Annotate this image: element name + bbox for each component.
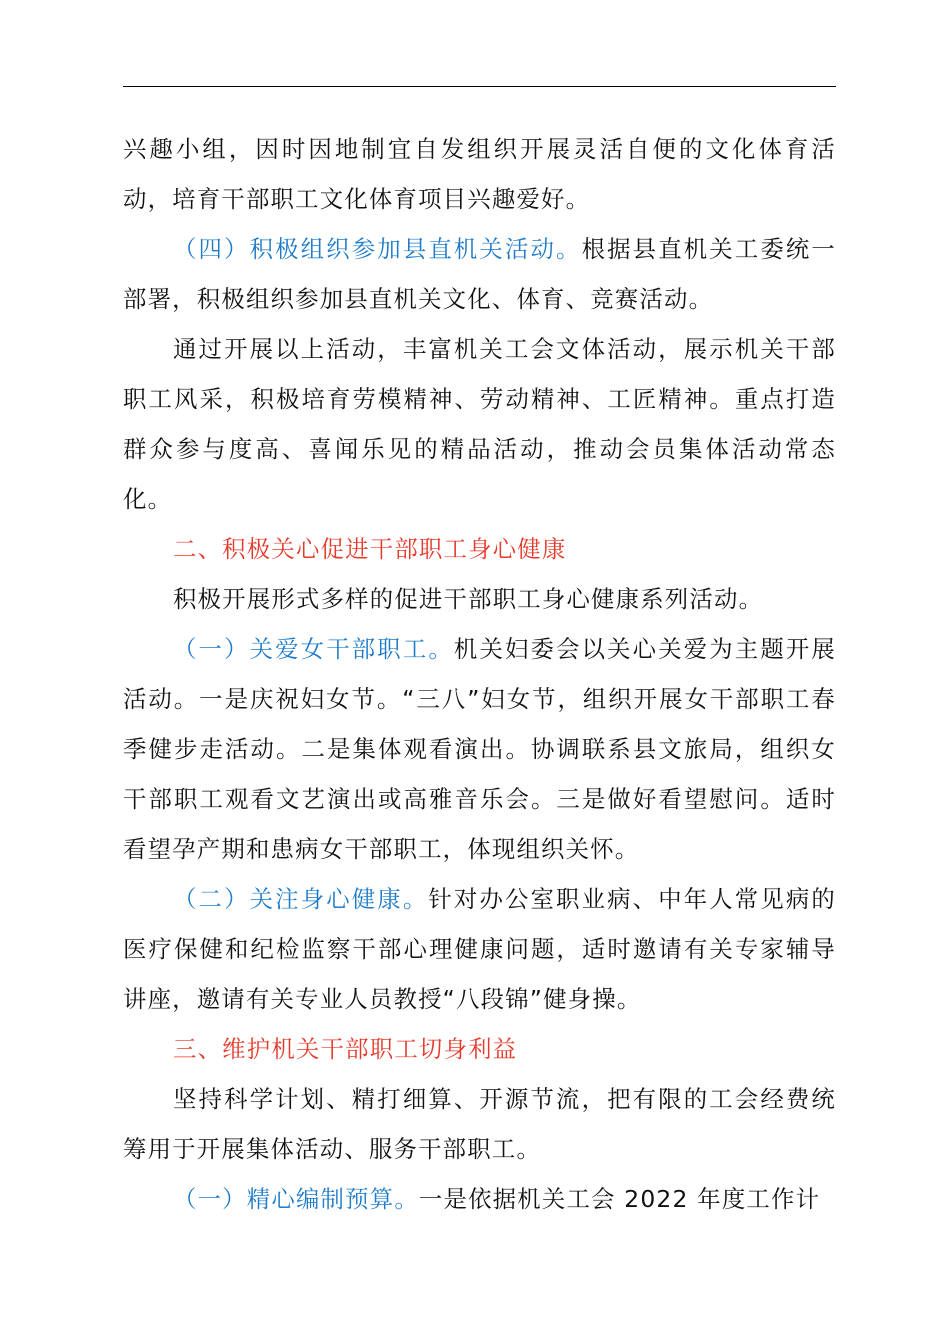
paragraph-item-one	[123, 1174, 836, 1224]
subheading-lead: （一）关爱女干部职工。	[173, 635, 454, 663]
section-heading-3: 三、维护机关干部职工切身利益	[173, 1035, 518, 1063]
paragraph-text: 积极开展形式多样的促进干部职工身心健康系列活动。	[173, 585, 764, 613]
header-rule	[123, 86, 836, 87]
paragraph-text: 通过开展以上活动，丰富机关工会文体活动，展示机关干部职工风采，积极培育劳模精神、劳动精神、工匠精神。重点打造群众参与度高、喜闻乐见的精品活动，推动会员集体活动常态化。	[123, 335, 836, 513]
paragraph-text: 针对办公室职业病、中年人常见病的医疗保健和纪检监察干部心理健康问题，适时邀请有关专家辅导讲座，邀请有关专业人员教授“八段锦”健身操。	[123, 885, 837, 1013]
subheading-lead: （二）关注身心健康。	[173, 885, 429, 913]
paragraph-item-four	[123, 224, 836, 324]
paragraph-text: 坚持科学计划、精打细算、开源节流，把有限的工会经费统筹用于开展集体活动、服务干部职工。	[123, 1085, 836, 1163]
paragraph-item-two	[123, 874, 836, 1024]
paragraph-item-one	[123, 624, 836, 874]
subheading-lead: （四）积极组织参加县直机关活动。	[173, 235, 582, 263]
paragraph-continuation	[123, 124, 836, 224]
document-body	[123, 124, 836, 1224]
paragraph-text: 机关妇委会以关心关爱为主题开展活动。一是庆祝妇女节。“三八”妇女节，组织开展女干部职工春季健步走活动。二是集体观看演出。协调联系县文旅局，组织女干部职工观看文艺演出或高雅音乐会。三是做好看望慰问。适时看望孕产期和患病女干部职工，体现组织关怀。	[123, 635, 837, 863]
paragraph-summary	[123, 324, 836, 524]
paragraph-intro	[123, 1074, 836, 1174]
paragraph-intro	[123, 574, 836, 624]
subheading-lead: （一）精心编制预算。	[173, 1185, 419, 1213]
section-heading-2: 二、积极关心促进干部职工身心健康	[173, 535, 567, 563]
paragraph-text: 兴趣小组，因时因地制宜自发组织开展灵活自便的文化体育活动，培育干部职工文化体育项目兴趣爱好。	[123, 135, 836, 213]
paragraph-text: 根据县直机关工委统一部署，积极组织参加县直机关文化、体育、竞赛活动。	[123, 235, 837, 313]
paragraph-text: 一是依据机关工会 2022 年度工作计	[418, 1185, 821, 1213]
